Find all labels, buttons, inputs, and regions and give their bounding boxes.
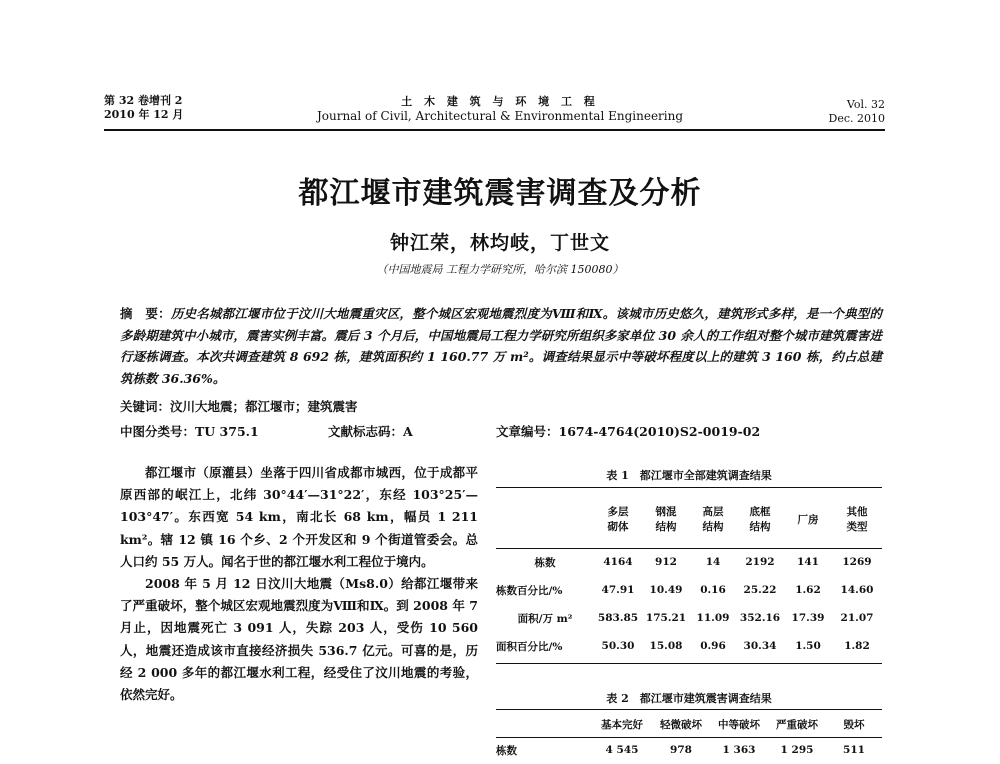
row-label: 面积/万 m² — [517, 612, 573, 625]
table1-corner — [496, 490, 594, 548]
journal-name-cn: 土 木 建 筑 与 环 境 工 程 — [401, 95, 599, 108]
table1 — [496, 490, 882, 660]
table1-caption: 表 1 都江堰市全部建筑调查结果 — [606, 469, 772, 482]
table1-col-highrise: 高层 结构 — [702, 506, 724, 533]
table1-col-frame: 底框 结构 — [749, 506, 771, 533]
cell: 1.50 — [795, 640, 821, 652]
cell: 15.08 — [649, 640, 683, 652]
cell: 1269 — [842, 556, 872, 568]
abstract-label: 摘 要： — [120, 306, 171, 321]
table2-col-moderate: 中等破坏 — [718, 718, 760, 731]
cell: 1 363 — [722, 744, 756, 756]
keywords-text: 汶川大地震；都江堰市；建筑震害 — [170, 399, 358, 414]
cell: 511 — [843, 744, 865, 756]
cell: 11.09 — [696, 612, 730, 624]
table1-col-masonry: 多层 砌体 — [607, 506, 629, 533]
article-number: 文章编号：1674-4764(2010)S2-0019-02 — [496, 424, 761, 439]
abstract — [120, 303, 882, 389]
cell: 4164 — [603, 556, 633, 568]
volume-issue: 第 32 卷增刊 2 — [104, 94, 183, 107]
header-rule — [104, 129, 885, 131]
cell: 50.30 — [601, 640, 635, 652]
table2 — [496, 712, 882, 764]
volume-en: Vol. 32 — [846, 98, 885, 111]
table2-corner — [496, 712, 592, 736]
table1-header-rule — [496, 548, 882, 549]
table1-col-other: 其他 类型 — [846, 506, 868, 533]
journal-name-en: Journal of Civil, Architectural & Environmental Engineering — [316, 109, 684, 123]
body-left-column — [120, 462, 478, 706]
cell: 912 — [655, 556, 677, 568]
row-label: 栋数百分比/% — [496, 584, 563, 597]
journal-vol-info — [790, 98, 885, 126]
cell: 2192 — [745, 556, 775, 568]
cell: 352.16 — [739, 612, 781, 624]
table-row — [496, 632, 882, 660]
cell: 0.16 — [700, 584, 726, 596]
table2-col-destroyed: 毁坏 — [843, 718, 865, 731]
cell: 4 545 — [605, 744, 639, 756]
table2-top-rule — [496, 709, 882, 710]
paper-title: 都江堰市建筑震害调查及分析 — [298, 176, 702, 211]
paper-authors: 钟江荣，林均岐，丁世文 — [389, 232, 610, 254]
keywords-label: 关键词： — [120, 399, 171, 414]
keywords — [120, 397, 882, 415]
table-row — [496, 548, 882, 576]
table2-header-rule — [496, 737, 882, 738]
date-en: Dec. 2010 — [828, 112, 885, 125]
cell: 141 — [797, 556, 819, 568]
row-label: 栋数 — [496, 744, 517, 757]
cell: 583.85 — [597, 612, 639, 624]
row-label: 面积百分比/% — [496, 640, 563, 653]
journal-name — [300, 94, 700, 124]
document-code: 文献标志码：A — [328, 424, 413, 439]
body-paragraph-1: 都江堰市（原灌县）坐落于四川省成都市城西，位于成都平原西部的岷江上，北纬 30°44′—31°22′，东经 103°25′—103°47′。东西宽 54 km，南北长 68 km，幅员 1 211 km²。辖 12 镇 16 个乡、2 个开发区和 9 个街道管委会。总人口约 55 万人。闻名于世的都江堰水利工程位于境内。 — [120, 465, 478, 569]
table-row — [496, 576, 882, 604]
cell: 21.07 — [840, 612, 874, 624]
table2-header-row — [496, 712, 882, 736]
cell: 14.60 — [840, 584, 874, 596]
table2-col-slight: 轻微破坏 — [660, 718, 702, 731]
cell: 175.21 — [645, 612, 687, 624]
cell: 25.22 — [743, 584, 777, 596]
cell: 47.91 — [601, 584, 635, 596]
cell: 10.49 — [649, 584, 683, 596]
author-affiliation: （中国地震局 工程力学研究所，哈尔滨 150080） — [376, 263, 624, 276]
table2-caption: 表 2 都江堰市建筑震害调查结果 — [606, 692, 772, 705]
cell: 17.39 — [791, 612, 825, 624]
cell: 1.82 — [844, 640, 870, 652]
table2-col-intact: 基本完好 — [601, 718, 643, 731]
cell: 1 295 — [780, 744, 814, 756]
body-paragraph-2: 2008 年 5 月 12 日汶川大地震（Ms8.0）给都江堰带来了严重破坏，整个城区宏观地震烈度为Ⅷ和Ⅸ。到 2008 年 7 月止，因地震死亡 3 091 人，失踪 203 人，受伤 10 560 人，地震还造成该市直接经济损失 536.7 亿元。可喜的是，历经 2 000 多年的都江堰水利工程，经受住了汶川地震的考验，依然完好。 — [120, 576, 478, 703]
table2-col-severe: 严重破坏 — [776, 718, 818, 731]
table1-header-row — [496, 490, 882, 548]
cell: 978 — [670, 744, 692, 756]
clc-number: 中图分类号：TU 375.1 — [120, 424, 259, 439]
table1-col-rc: 钢混 结构 — [655, 506, 677, 533]
issue-date: 2010 年 12 月 — [104, 108, 184, 121]
cell: 30.34 — [743, 640, 777, 652]
row-label: 栋数 — [534, 556, 556, 569]
table-row — [496, 604, 882, 632]
table1-top-rule — [496, 487, 882, 488]
table1-bottom-rule — [496, 663, 882, 664]
cell: 14 — [705, 556, 721, 568]
abstract-text: 历史名城都江堰市位于汶川大地震重灾区，整个城区宏观地震烈度为Ⅷ和Ⅸ。该城市历史悠久，建筑形式多样，是一个典型的多龄期建筑中小城市，震害实例丰富。震后 3 个月后，中国地震局工程力学研究所组织多家单位 30 余人的工作组对整个城市建筑震害进行逐栋调查。本次共调查建筑 8 692 栋，建筑面积约 1 160.77 万 m²。调查结果显示中等破坏程度以上的建筑 3 160 栋，约占总建筑栋数 36.36%。 — [120, 306, 882, 386]
table1-col-factory: 厂房 — [797, 513, 819, 526]
cell: 1.62 — [795, 584, 821, 596]
cell: 0.96 — [700, 640, 726, 652]
journal-issue-info — [104, 94, 183, 122]
